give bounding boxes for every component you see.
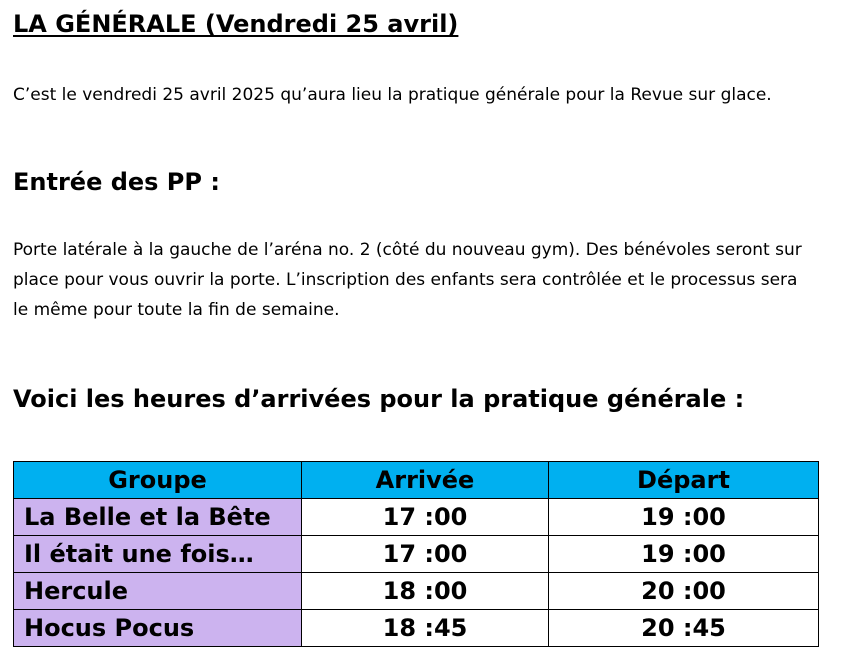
cell-groupe: Hercule — [14, 573, 302, 610]
schedule-table — [13, 461, 819, 647]
table-row — [14, 610, 819, 647]
header-arrivee: Arrivée — [302, 462, 549, 499]
document-title: LA GÉNÉRALE (Vendredi 25 avril) — [13, 10, 459, 38]
cell-groupe: La Belle et la Bête — [14, 499, 302, 536]
table-header-row — [14, 462, 819, 499]
cell-depart: 19 :00 — [549, 499, 819, 536]
cell-arrivee: 18 :00 — [302, 573, 549, 610]
heures-heading: Voici les heures d’arrivées pour la pratique générale : — [13, 385, 745, 413]
header-depart: Départ — [549, 462, 819, 499]
header-groupe: Groupe — [14, 462, 302, 499]
cell-arrivee: 17 :00 — [302, 536, 549, 573]
cell-groupe: Hocus Pocus — [14, 610, 302, 647]
cell-groupe: Il était une fois… — [14, 536, 302, 573]
table-row — [14, 573, 819, 610]
table-row — [14, 536, 819, 573]
cell-depart: 19 :00 — [549, 536, 819, 573]
intro-paragraph: C’est le vendredi 25 avril 2025 qu’aura lieu la pratique générale pour la Revue sur glace. — [13, 85, 772, 105]
cell-depart: 20 :45 — [549, 610, 819, 647]
cell-depart: 20 :00 — [549, 573, 819, 610]
cell-arrivee: 18 :45 — [302, 610, 549, 647]
entree-heading: Entrée des PP : — [13, 168, 220, 196]
entree-paragraph: Porte latérale à la gauche de l’aréna no. 2 (côté du nouveau gym). Des bénévoles seront sur place pour vous ouvrir la porte. L’inscription des enfants sera contrôlée et le processus sera le même pour toute la fin de semaine. — [13, 240, 802, 320]
cell-arrivee: 17 :00 — [302, 499, 549, 536]
table-row — [14, 499, 819, 536]
